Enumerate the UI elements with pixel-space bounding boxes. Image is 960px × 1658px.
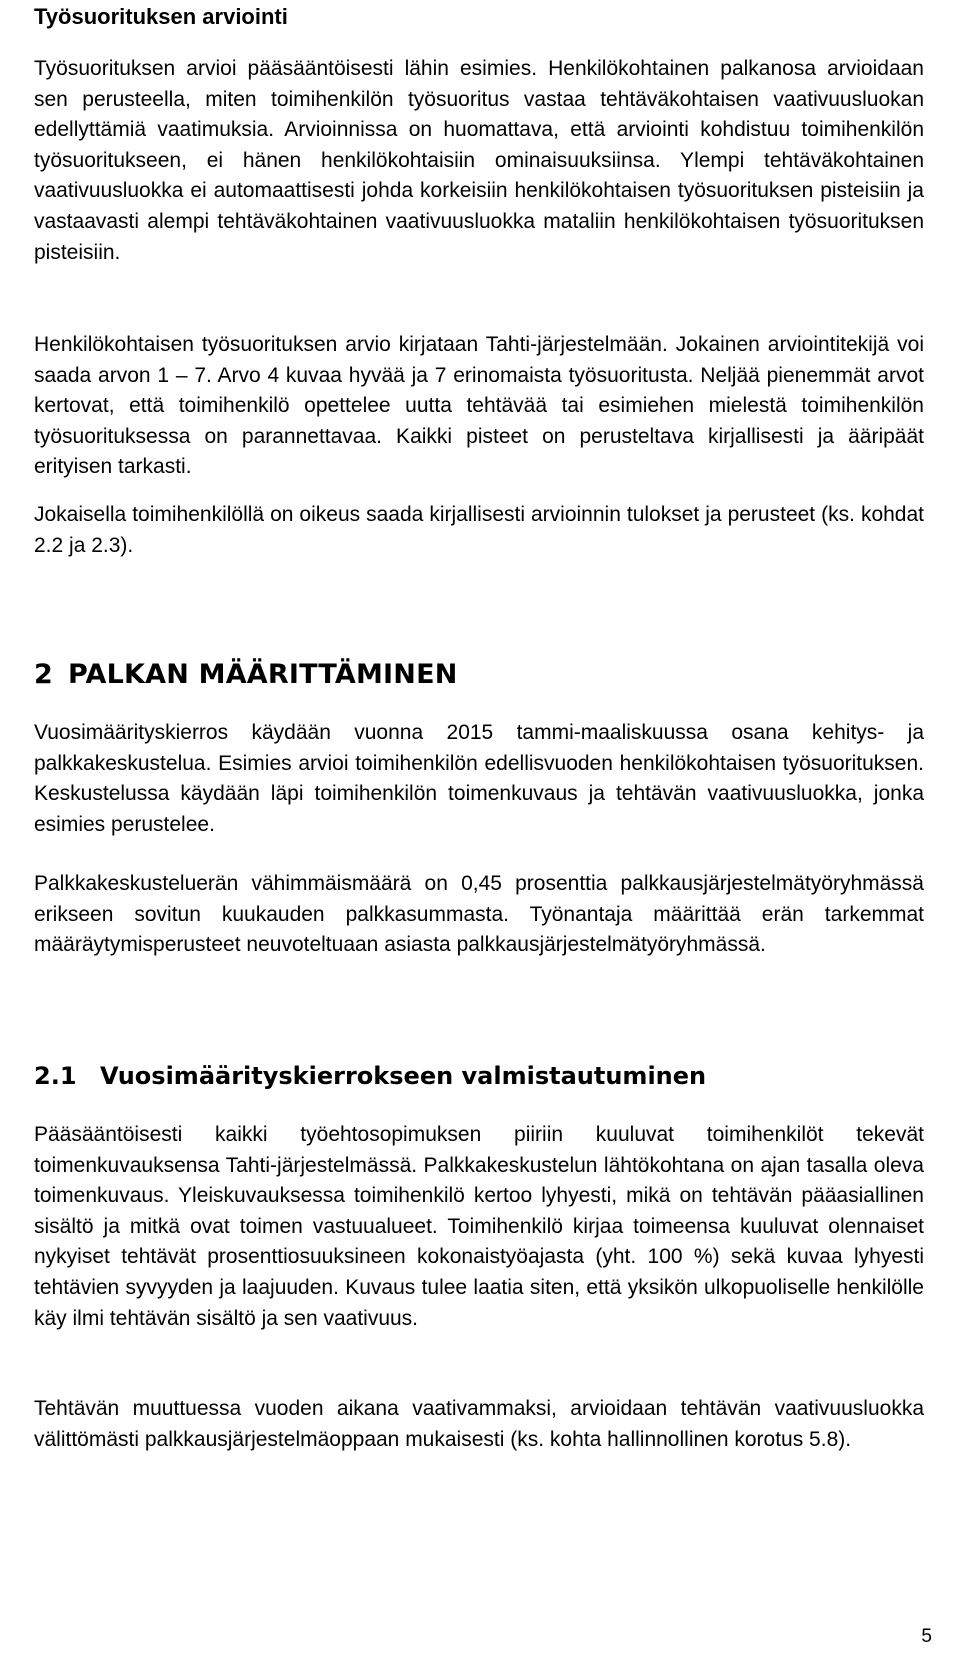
paragraph-task-change: Tehtävän muuttuessa vuoden aikana vaativammaksi, arvioidaan tehtävän vaativuusluokka välittömästi palkkausjärjestelmäoppaan mukaisesti (ks. kohta hallinnollinen korotus 5.8).: [34, 1397, 924, 1451]
paragraph-tahti-scale: Henkilökohtaisen työsuorituksen arvio kirjataan Tahti-järjestelmään. Jokainen arviointitekijä voi saada arvon 1 – 7. Arvo 4 kuvaa hyvää ja 7 erinomaista työsuoritusta. Neljää pienemmät arvot kertovat, että toimihenkilö opettelee uutta tehtävää tai esimiehen mielestä toimihenkilön työsuorituksessa on parannettavaa. Kaikki pisteet on perusteltava kirjallisesti ja ääripäät erityisen tarkasti.: [34, 333, 924, 479]
paragraph-annual-round: Vuosimäärityskierros käydään vuonna 2015 tammi-maaliskuussa osana kehitys- ja palkkakeskustelua. Esimies arvioi toimihenkilön edellisvuoden henkilökohtaisen työsuorituksen. Keskustelussa käydään läpi toimihenkilön toimenkuvaus ja tehtävän vaativuusluokka, jonka esimies perustelee.: [34, 721, 924, 836]
subsection-heading: [34, 1058, 706, 1094]
chapter-title: PALKAN MÄÄRITTÄMINEN: [68, 659, 458, 690]
chapter-number: 2: [34, 659, 53, 690]
paragraph-evaluation-basis: Työsuorituksen arvioi pääsääntöisesti lähin esimies. Henkilökohtainen palkanosa arvioidaan sen perusteella, miten toimihenkilön työsuoritus vastaa tehtäväkohtaisen vaativuusluokan edellyttämiä vaatimuksia. Arvioinnissa on huomattava, että arviointi kohdistuu toimihenkilön työsuoritukseen, ei hänen henkilökohtaisiin ominaisuuksiinsa. Ylempi tehtäväkohtainen vaativuusluokka ei automaattisesti johda korkeisiin henkilökohtaisen työsuorituksen pisteisiin ja vastaavasti alempi tehtäväkohtainen vaativuusluokka mataliin henkilökohtaisen työsuorituksen pisteisiin.: [34, 57, 924, 264]
subsection-title: Vuosimäärityskierrokseen valmistautuminen: [100, 1062, 707, 1090]
paragraph-minimum-amount: Palkkakeskusteluerän vähimmäismäärä on 0,45 prosenttia palkkausjärjestelmätyöryhmässä erikseen sovitun kuukauden palkkasummasta. Työnantaja määrittää erän tarkemmat määräytymisperusteet neuvoteltuaan asiasta palkkausjärjestelmätyöryhmässä.: [34, 872, 924, 957]
page-number: 5: [921, 1626, 932, 1647]
section-heading: Työsuorituksen arviointi: [34, 4, 288, 29]
paragraph-job-description: Pääsääntöisesti kaikki työehtosopimuksen piiriin kuuluvat toimihenkilöt tekevät toimenkuvauksensa Tahti-järjestelmässä. Palkkakeskustelun lähtökohtana on ajan tasalla oleva toimenkuvaus. Yleiskuvauksessa toimihenkilö kertoo lyhyesti, mikä on tehtävän pääasiallinen sisältö ja mitkä ovat toimen vastuualueet. Toimihenkilö kirjaa toimeensa kuuluvat olennaiset nykyiset tehtävät prosenttiosuuksineen kokonaistyöajasta (yht. 100 %) sekä kuvaa lyhyesti tehtävien syvyyden ja laajuuden. Kuvaus tulee laatia siten, että yksikön ulkopuoliselle henkilölle käy ilmi tehtävän sisältö ja sen vaativuus.: [34, 1123, 924, 1330]
paragraph-right-to-results: Jokaisella toimihenkilöllä on oikeus saada kirjallisesti arvioinnin tulokset ja perusteet (ks. kohdat 2.2 ja 2.3).: [34, 503, 924, 557]
subsection-number: 2.1: [34, 1062, 77, 1090]
chapter-heading: [34, 655, 458, 695]
